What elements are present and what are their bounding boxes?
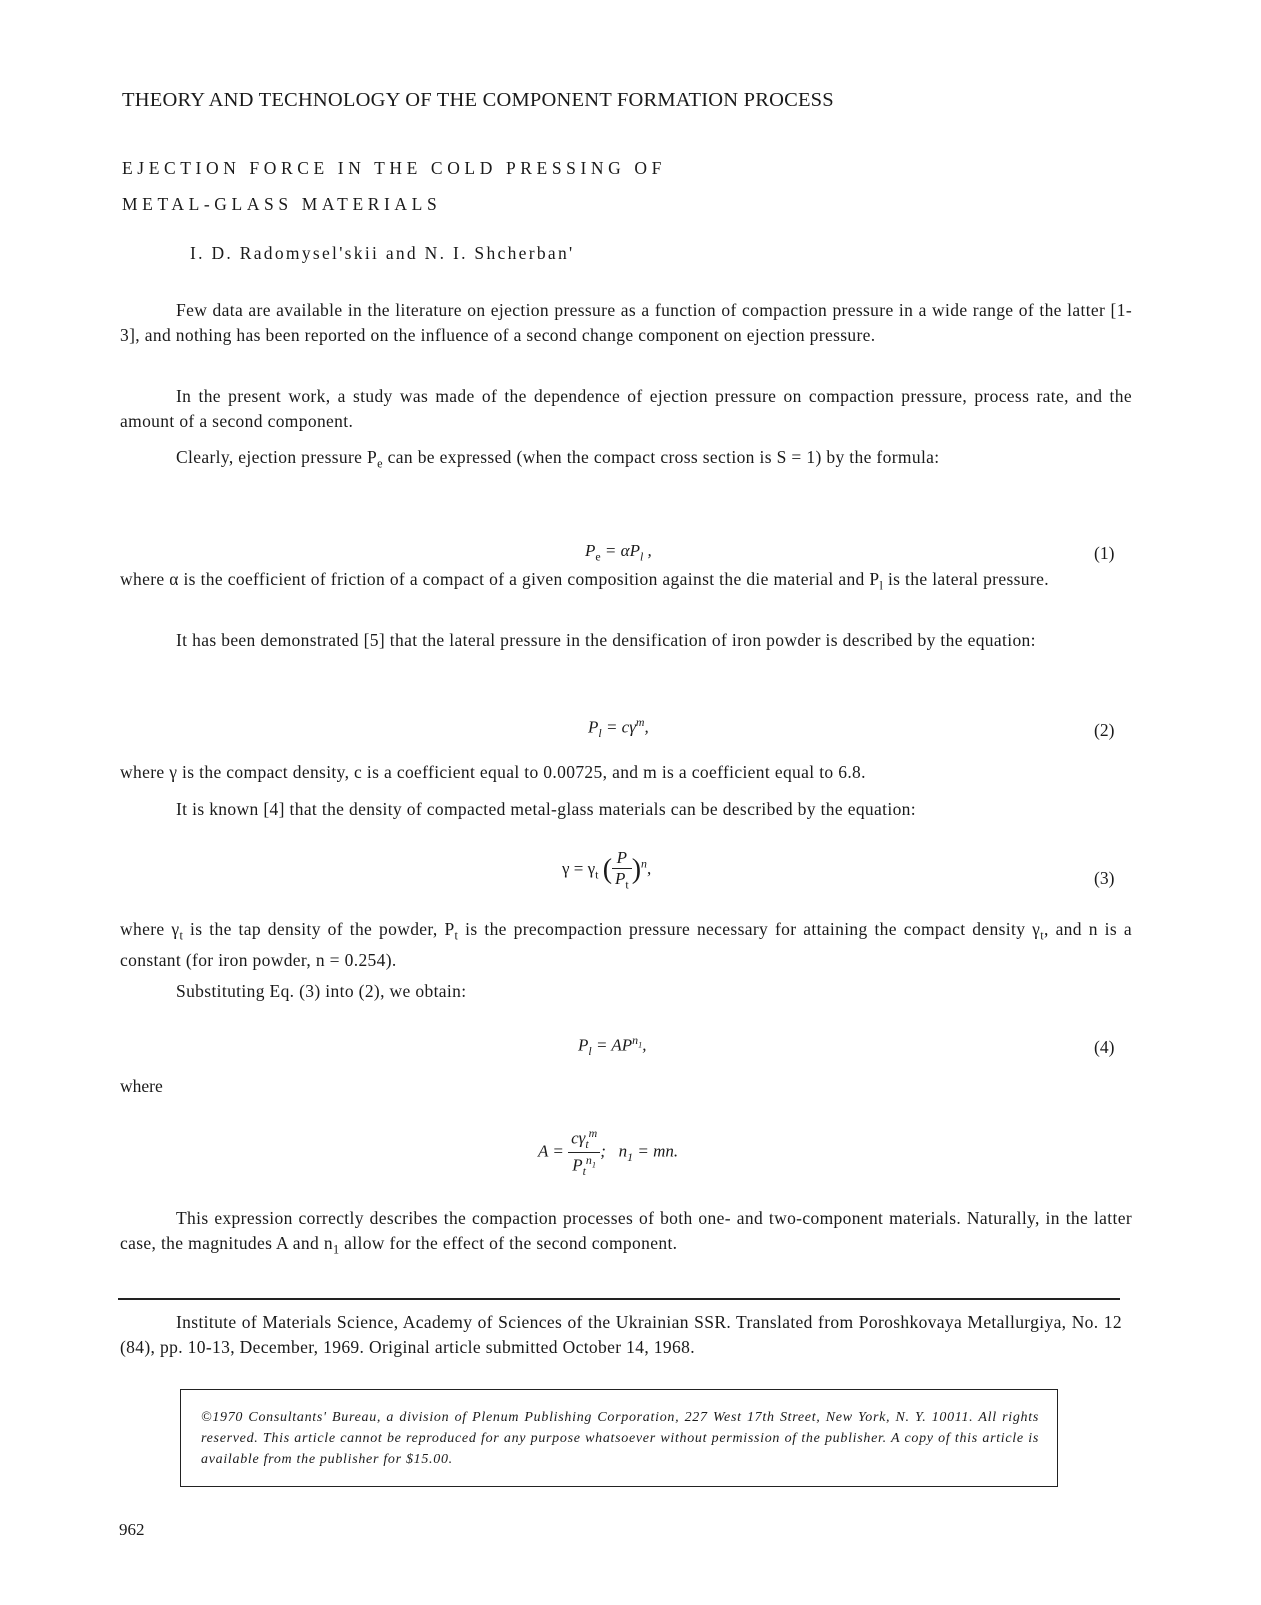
equation-3: $\gamma = \gamma_t$ ( $\frac{P}{P_t}$ )$^n$,: [562, 848, 652, 892]
equation-1: $P_e = \alpha P_l$ ,: [585, 541, 652, 564]
article-title-line2: METAL-GLASS MATERIALS: [122, 194, 442, 214]
page-number: 962: [119, 1520, 145, 1539]
equation-2: $P_l = c\gamma^m$,: [588, 715, 649, 741]
paragraph-expression: This expression correctly describes the compaction processes of both one- and two-component materials. Naturally, in the latter case, the magnitudes A and $n_1$ allow for the effect of the second component.: [120, 1208, 1132, 1256]
footnote-affiliation: Institute of Materials Science, Academy of Sciences of the Ukrainian SSR. Translated from Poroshkovaya Metallurgiya, No. 12 (84), pp. 10-13, December, 1969. Original article submitted October 14, 1968.: [120, 1312, 1122, 1357]
paragraph-intro: Few data are available in the literature on ejection pressure as a function of compaction pressure in a wide range of the latter [1-3], and nothing has been reported on the influence of a second change component on ejection pressure.: [120, 300, 1132, 345]
copyright-box: [180, 1389, 1058, 1487]
where-label: where: [120, 1076, 163, 1096]
paragraph-study: In the present work, a study was made of the dependence of ejection pressure on compaction pressure, process rate, and the amount of a second component.: [120, 386, 1132, 431]
paragraph-tap-density: where $\gamma_t$ is the tap density of the powder, $P_t$ is the precompaction pressure necessary for attaining the compact density $\gamma_t$, and n is a constant (for iron powder, n = 0.254).: [120, 919, 1132, 970]
copyright-text: ©1970 Consultants' Bureau, a division of Plenum Publishing Corporation, 227 West 17th Street, New York, N. Y. 10011. All rights reserved. This article cannot be reproduced for any purpose whatsoever without permission of the publisher. A copy of this article is available from the publisher for $15.00.: [201, 1410, 1039, 1467]
paragraph-alpha-definition: where α is the coefficient of friction of a compact of a given composition against the die material and $P_l$ is the lateral pressure.: [120, 569, 1049, 593]
paragraph-gamma-definition: where γ is the compact density, c is a coefficient equal to 0.00725, and m is a coefficient equal to 6.8.: [120, 762, 866, 782]
equation-2-number: (2): [1094, 720, 1115, 740]
paragraph-lateral-pressure: It has been demonstrated [5] that the lateral pressure in the densification of iron powder is described by the equation:: [176, 630, 1036, 650]
equation-4-number: (4): [1094, 1037, 1115, 1057]
equation-1-number: (1): [1094, 543, 1115, 563]
equation-A-definition: A = $\frac{c\gamma_t^m}{P_t^{n_1}}$ ; $n_1$ = mn.: [538, 1126, 679, 1179]
paragraph-density-equation: It is known [4] that the density of compacted metal-glass materials can be described by the equation:: [176, 799, 916, 819]
equation-4: $P_l = AP^{n_1}$,: [578, 1033, 647, 1059]
section-heading: THEORY AND TECHNOLOGY OF THE COMPONENT FORMATION PROCESS: [122, 89, 834, 111]
equation-3-number: (3): [1094, 868, 1115, 888]
article-title-line1: EJECTION FORCE IN THE COLD PRESSING OF: [122, 158, 666, 178]
authors: I. D. Radomysel'skii and N. I. Shcherban': [190, 243, 575, 263]
paragraph-formula-intro: Clearly, ejection pressure $P_e$ can be expressed (when the compact cross section is S = 1) by the formula:: [176, 447, 940, 471]
footnote-rule: [118, 1298, 1120, 1300]
paragraph-substituting: Substituting Eq. (3) into (2), we obtain:: [176, 981, 467, 1001]
